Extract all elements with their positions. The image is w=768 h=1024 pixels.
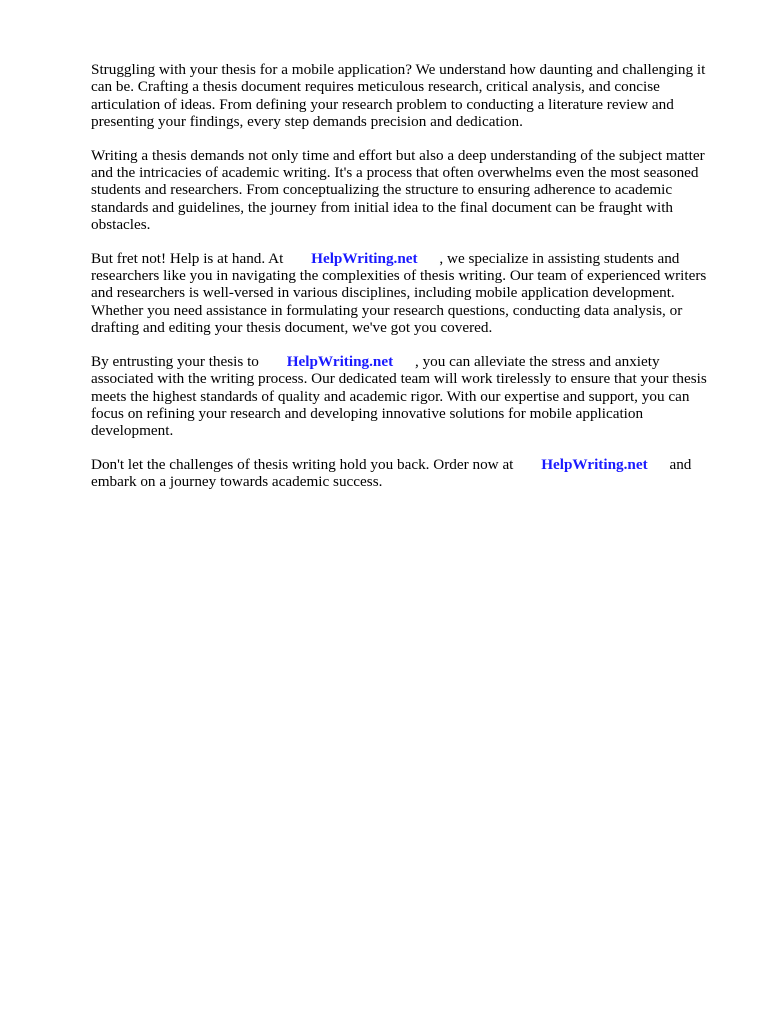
paragraph-text-before-link: But fret not! Help is at hand. At <box>91 249 284 267</box>
paragraph-help <box>91 250 721 337</box>
paragraph-text-after-link: , we specialize in assisting students and researchers like you in navigating the complexities of thesis writing. Our team of experienced writers and researchers is well-versed in various disciplines, including mobile application development. Whether you need assistance in formulating your research questions, conducting data analysis, or drafting and editing your thesis document, we've got you covered. <box>91 249 707 337</box>
helpwriting-link[interactable]: HelpWriting.net <box>311 249 418 267</box>
helpwriting-link[interactable]: HelpWriting.net <box>286 352 394 370</box>
paragraph-cta <box>91 456 721 491</box>
paragraph-text: Writing a thesis demands not only time and effort but also a deep understanding of the subject matter and the intricacies of academic writing. It's a process that often overwhelms even the most seasoned students and researchers. From conceptualizing the structure to ensuring adherence to academic standards and guidelines, the journey from initial idea to the final document can be fraught with obstacles. <box>91 146 705 234</box>
paragraph-entrust <box>91 353 721 440</box>
paragraph-challenges <box>91 147 721 234</box>
document-body <box>91 61 721 507</box>
paragraph-intro <box>91 61 721 131</box>
helpwriting-link[interactable]: HelpWriting.net <box>541 455 648 473</box>
paragraph-text-before-link: By entrusting your thesis to <box>91 352 259 370</box>
paragraph-text-after-link: and embark on a journey towards academic success. <box>91 455 692 491</box>
paragraph-text-before-link: Don't let the challenges of thesis writing hold you back. Order now at <box>91 455 514 473</box>
paragraph-text: Struggling with your thesis for a mobile application? We understand how daunting and challenging it can be. Crafting a thesis document requires meticulous research, critical analysis, and concise articulation of ideas. From defining your research problem to conducting a literature review and presenting your findings, every step demands precision and dedication. <box>91 61 706 131</box>
paragraph-text-after-link: , you can alleviate the stress and anxiety associated with the writing process. Our dedicated team will work tirelessly to ensure that your thesis meets the highest standards of quality and academic rigor. With our expertise and support, you can focus on refining your research and developing innovative solutions for mobile application development. <box>91 352 707 440</box>
